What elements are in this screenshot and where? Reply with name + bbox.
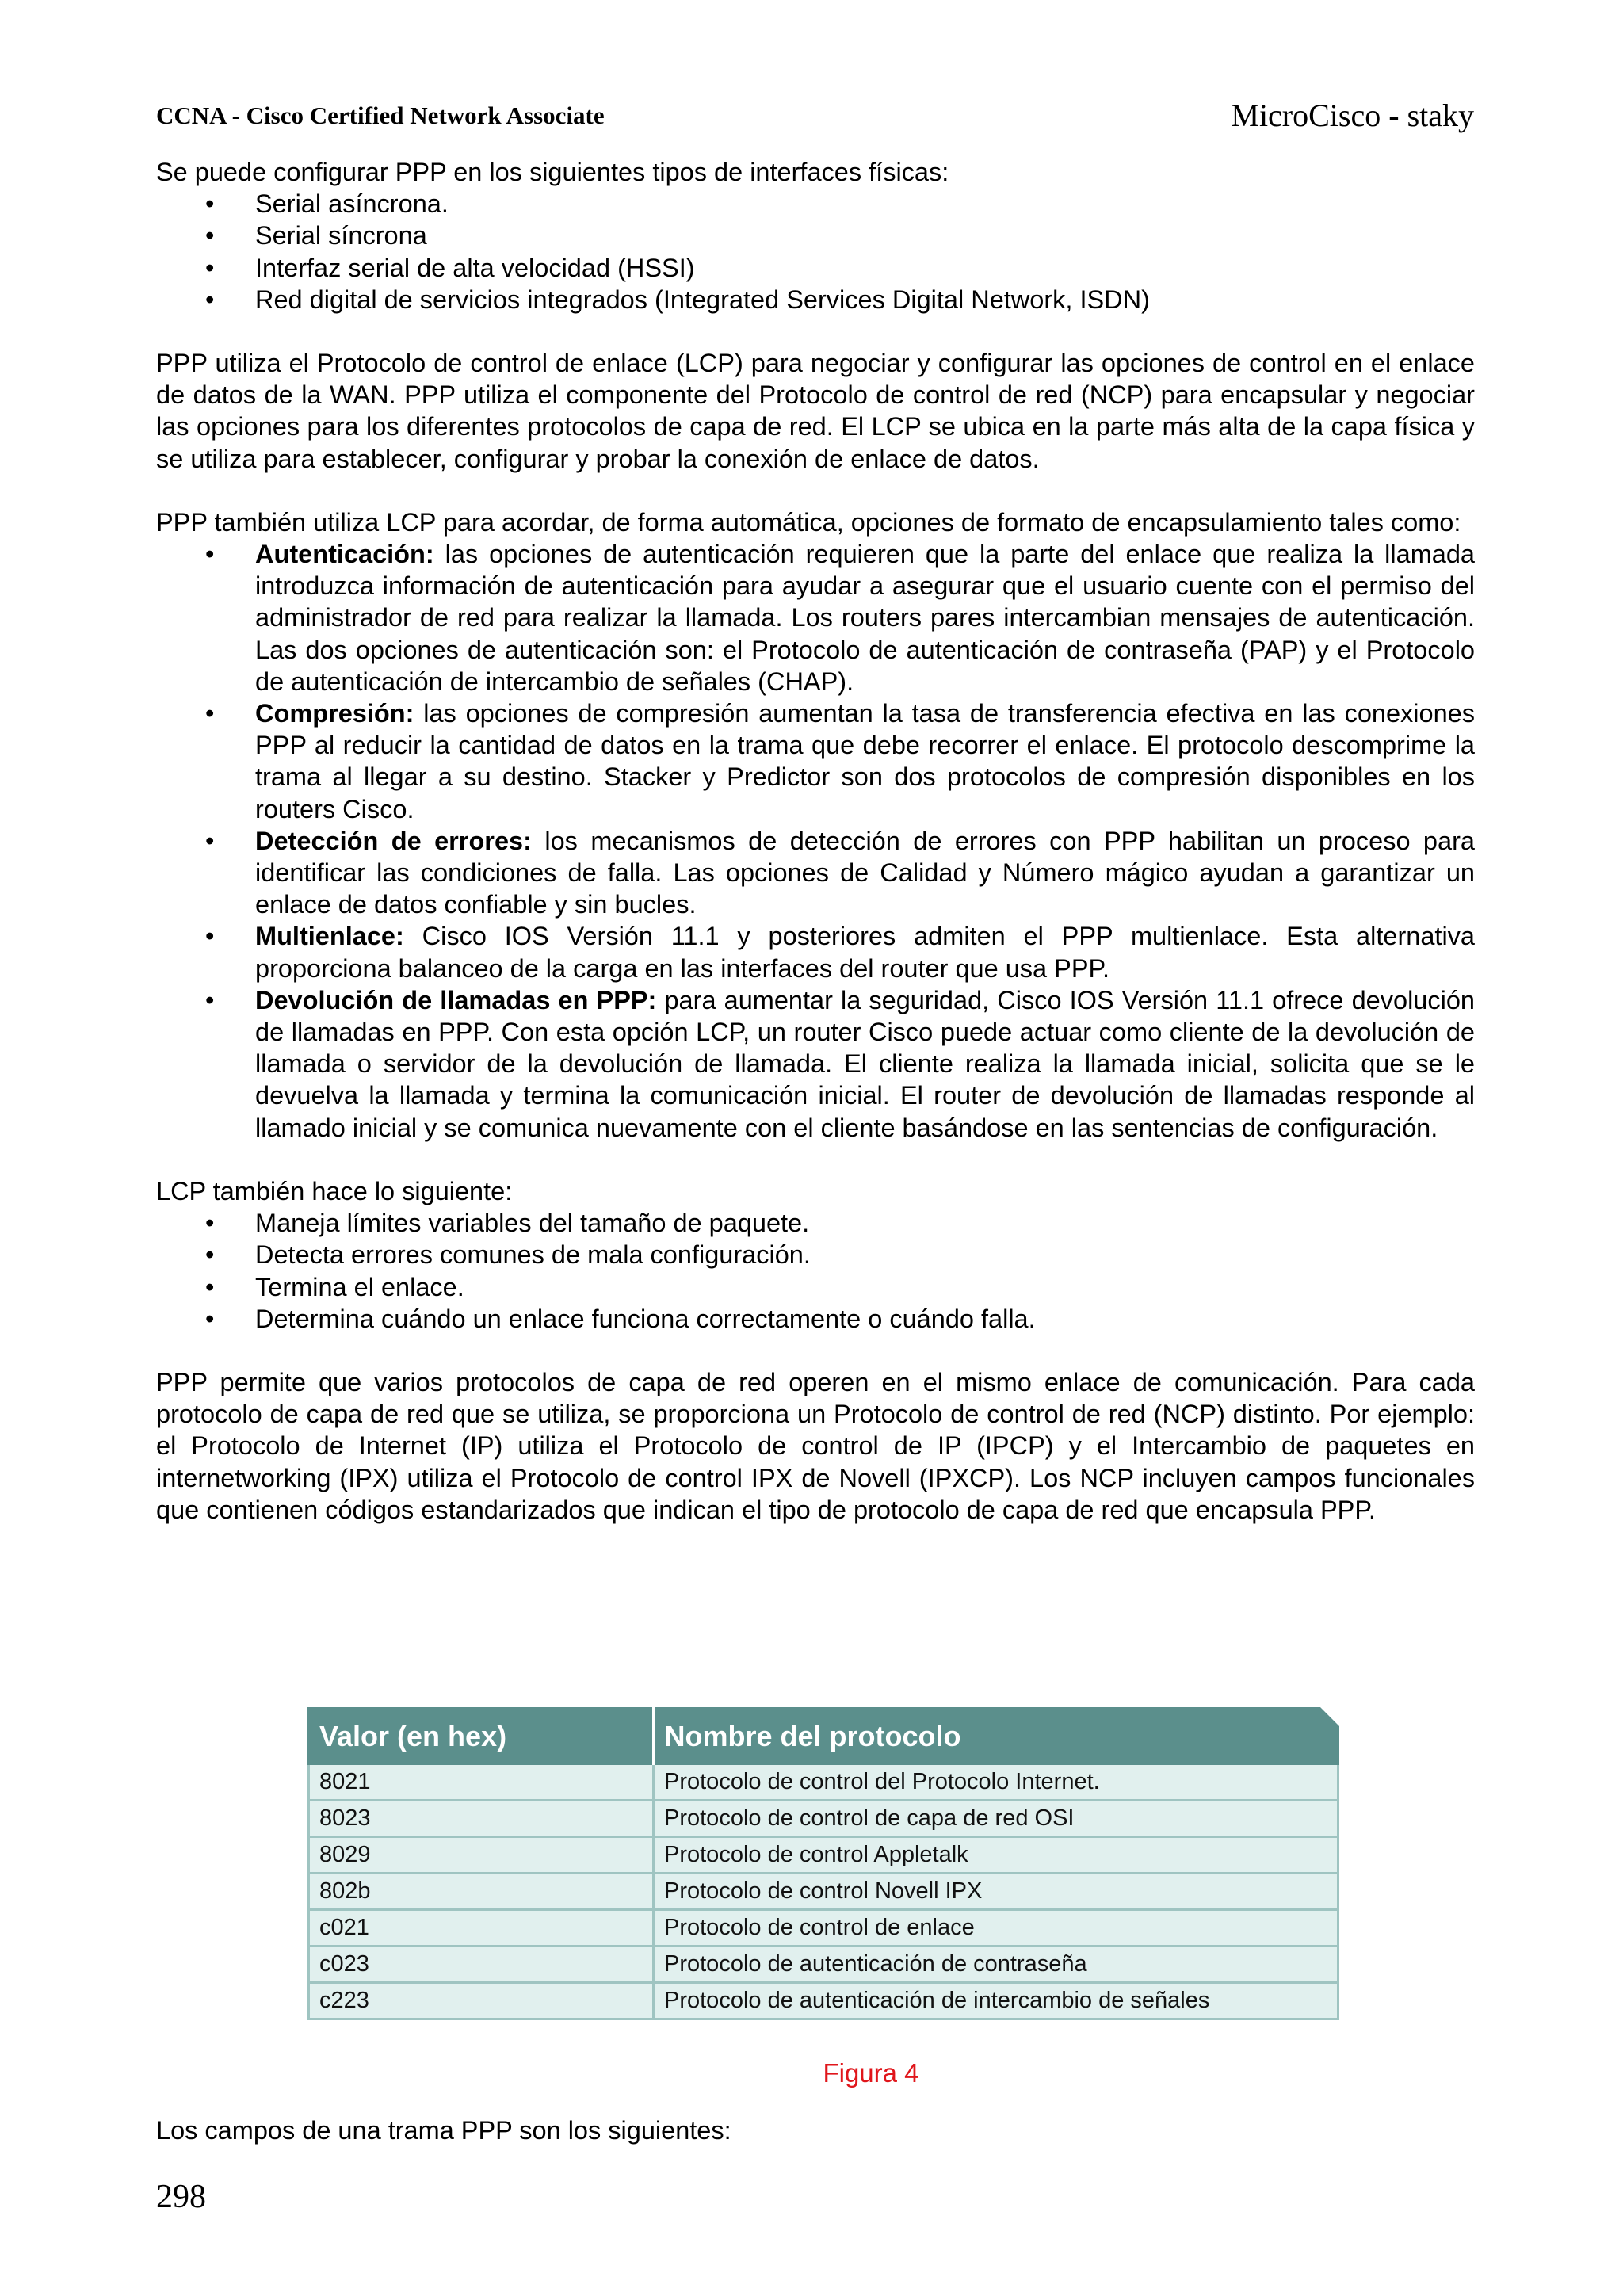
lcp-also-paragraph: LCP también hace lo siguiente: bbox=[156, 1176, 513, 1205]
hex-value: 8021 bbox=[309, 1764, 654, 1801]
table-row bbox=[309, 1946, 1338, 1983]
hex-value: c023 bbox=[309, 1946, 654, 1983]
hex-value: 8029 bbox=[309, 1837, 654, 1874]
option-text: las opciones de autenticación requieren que la parte del enlace que realiza la llamada introduzca información de autenticación para ayudar a asegurar que el usuario cuente con el permiso del administrador de red para realizar la llamada. Los routers pares intercambian mensajes de autenticación. Las dos opciones de autenticación son: el Protocolo de autenticación de contraseña (PAP) y el Protocolo de autenticación de intercambio de señales (CHAP). bbox=[255, 540, 1475, 696]
table-row bbox=[309, 1764, 1338, 1801]
option-text: las opciones de compresión aumentan la tasa de transferencia efectiva en las conexiones PPP al reducir la cantidad de datos en la trama que debe recorrer el enlace. El protocolo descomprime la trama al llegar a su destino. Stacker y Predictor son dos protocolos de compresión disponibles en los routers Cisco. bbox=[255, 699, 1475, 823]
list-item: • Interfaz serial de alta velocidad (HSSI) bbox=[156, 252, 1475, 284]
option-term: Autenticación: bbox=[255, 540, 434, 569]
list-item bbox=[156, 538, 1475, 697]
list-item bbox=[156, 984, 1475, 1144]
table-corner-cut bbox=[1320, 1707, 1341, 1728]
page-number: 298 bbox=[156, 2179, 206, 2215]
list-item bbox=[156, 920, 1475, 984]
protocol-table bbox=[307, 1707, 1339, 2020]
list-item: • Determina cuándo un enlace funciona correctamente o cuándo falla. bbox=[156, 1303, 1475, 1335]
protocol-name: Protocolo de control de capa de red OSI bbox=[654, 1801, 1338, 1837]
body-text bbox=[156, 156, 1475, 1526]
option-term: Devolución de llamadas en PPP: bbox=[255, 985, 657, 1014]
lcp-paragraph: PPP utiliza el Protocolo de control de enlace (LCP) para negociar y configurar las opciones de control en el enlace de datos de la WAN. PPP utiliza el componente del Protocolo de control de red (NCP) para encapsular y negociar las opciones para los diferentes protocolos de capa de red. El LCP se ubica en la parte más alta de la capa física y se utiliza para establecer, configurar y probar la conexión de enlace de datos. bbox=[156, 349, 1475, 473]
list-item bbox=[156, 825, 1475, 921]
option-text: los mecanismos de detección de errores con PPP habilitan un proceso para identificar las condiciones de falla. Las opciones de Calidad y Número mágico ayudan a garantizar un enlace de datos confiable y sin bucles. bbox=[255, 826, 1475, 919]
list-item: • Detecta errores comunes de mala configuración. bbox=[156, 1239, 1475, 1270]
protocol-name: Protocolo de control de enlace bbox=[654, 1910, 1338, 1946]
hex-value: c021 bbox=[309, 1910, 654, 1946]
lcp-list bbox=[156, 1207, 1475, 1335]
header-site: MicroCisco - staky bbox=[1231, 97, 1474, 133]
option-text: para aumentar la seguridad, Cisco IOS Versión 11.1 ofrece devolución de llamadas en PPP. Con esta opción LCP, un router Cisco puede actuar como cliente de la devolución de llamada o servidor de la devolución de llamada. El cliente realiza la llamada inicial, solicita que se le devuelva la llamada y termina la comunicación inicial. El router de devolución de llamadas responde al llamado inicial y se comunica nuevamente con el cliente basándose en las sentencias de configuración. bbox=[255, 985, 1475, 1142]
protocol-table-figure bbox=[307, 1707, 1339, 2020]
list-item: • Termina el enlace. bbox=[156, 1271, 1475, 1303]
table-row bbox=[309, 1874, 1338, 1910]
protocol-name: Protocolo de autenticación de contraseña bbox=[654, 1946, 1338, 1983]
protocol-name: Protocolo de control Appletalk bbox=[654, 1837, 1338, 1874]
list-item: • Maneja límites variables del tamaño de paquete. bbox=[156, 1207, 1475, 1239]
list-item: • Red digital de servicios integrados (Integrated Services Digital Network, ISDN) bbox=[156, 284, 1475, 315]
column-header-name: Nombre del protocolo bbox=[654, 1709, 1338, 1764]
table-header-row bbox=[309, 1709, 1338, 1764]
column-header-value: Valor (en hex) bbox=[309, 1709, 654, 1764]
option-term: Compresión: bbox=[255, 699, 414, 728]
list-item bbox=[156, 697, 1475, 825]
options-list bbox=[156, 538, 1475, 1144]
hex-value: c223 bbox=[309, 1983, 654, 2019]
figure-caption: Figura 4 bbox=[823, 2058, 919, 2088]
table-row bbox=[309, 1983, 1338, 2019]
encapsulation-paragraph: PPP también utiliza LCP para acordar, de forma automática, opciones de formato de encapsulamiento tales como: bbox=[156, 507, 1461, 537]
interfaces-list bbox=[156, 188, 1475, 315]
ncp-paragraph: PPP permite que varios protocolos de capa de red operen en el mismo enlace de comunicación. Para cada protocolo de capa de red que se utiliza, se proporciona un Protocolo de control de red (NCP) distinto. Por ejemplo: el Protocolo de Internet (IP) utiliza el Protocolo de control de IP (IPCP) y el Intercambio de paquetes en internetworking (IPX) utiliza el Protocolo de control IPX de Novell (IPXCP). Los NCP incluyen campos funcionales que contienen códigos estandarizados que indican el tipo de protocolo de capa de red que encapsula PPP. bbox=[156, 1367, 1475, 1524]
table-row bbox=[309, 1837, 1338, 1874]
protocol-name: Protocolo de control del Protocolo Internet. bbox=[654, 1764, 1338, 1801]
list-item: • Serial síncrona bbox=[156, 220, 1475, 251]
table-row bbox=[309, 1910, 1338, 1946]
option-term: Multienlace: bbox=[255, 922, 404, 951]
table-row bbox=[309, 1801, 1338, 1837]
hex-value: 802b bbox=[309, 1874, 654, 1910]
list-item: • Serial asíncrona. bbox=[156, 188, 1475, 220]
option-term: Detección de errores: bbox=[255, 826, 532, 855]
option-text: Cisco IOS Versión 11.1 y posteriores admiten el PPP multienlace. Esta alternativa proporciona balanceo de la carga en las interfaces del router que usa PPP. bbox=[255, 922, 1475, 983]
protocol-name: Protocolo de control Novell IPX bbox=[654, 1874, 1338, 1910]
intro-paragraph: Se puede configurar PPP en los siguientes tipos de interfaces físicas: bbox=[156, 158, 949, 186]
protocol-name: Protocolo de autenticación de intercambio de señales bbox=[654, 1983, 1338, 2019]
closing-sentence: Los campos de una trama PPP son los siguientes: bbox=[156, 2116, 731, 2145]
header-title: CCNA - Cisco Certified Network Associate bbox=[156, 101, 605, 129]
hex-value: 8023 bbox=[309, 1801, 654, 1837]
